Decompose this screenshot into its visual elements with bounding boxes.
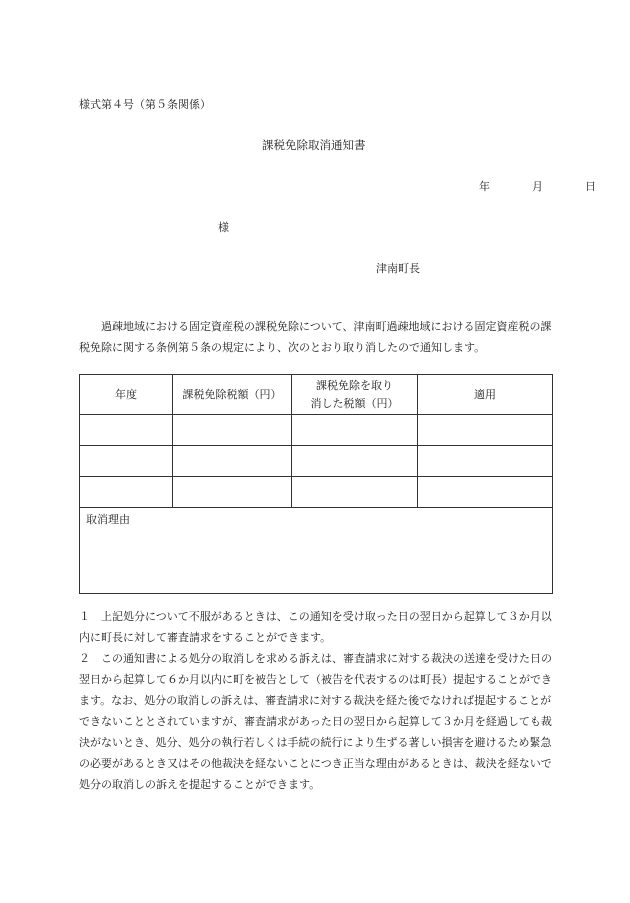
reason-label: 取消理由 (86, 513, 130, 526)
table-cell (292, 415, 418, 446)
table-cell (418, 415, 553, 446)
issuer-name: 津南町長 (376, 262, 420, 275)
notes-section (79, 606, 555, 795)
table-cell (80, 415, 173, 446)
date-line (458, 178, 596, 194)
body-text: 過疎地域における固定資産税の課税免除について、津南町過疎地域における固定資産税の課税免除に関する条例第５条の規定により、次のとおり取り消したので通知します。 (79, 320, 552, 354)
header-cancelled-amount (292, 375, 418, 415)
table-cell (292, 477, 418, 508)
header-cancelled-amount-line1: 課税免除を取り (316, 378, 393, 392)
reason-cell (80, 508, 553, 594)
note-item (79, 648, 555, 795)
header-exempt-amount: 課税免除税額（円） (173, 375, 292, 415)
table-cell (418, 446, 553, 477)
table-cell (173, 477, 292, 508)
table-row (80, 446, 553, 477)
month-label: 月 (532, 180, 543, 193)
reason-row (80, 508, 553, 594)
table-row (80, 415, 553, 446)
day-label: 日 (585, 180, 596, 193)
table-cell (418, 477, 553, 508)
note-number: １ (79, 610, 90, 623)
form-number: 様式第４号（第５条関係） (79, 98, 211, 111)
document-title: 課税免除取消通知書 (262, 138, 366, 152)
amount-table (79, 374, 553, 594)
year-label: 年 (479, 180, 490, 193)
table-cell (173, 415, 292, 446)
table-cell (80, 477, 173, 508)
table-cell (173, 446, 292, 477)
table-cell (292, 446, 418, 477)
body-paragraph (79, 316, 555, 358)
table-row (80, 477, 553, 508)
header-cancelled-amount-line2: 消した税額（円） (310, 396, 399, 410)
table-cell (80, 446, 173, 477)
header-remarks: 適用 (418, 375, 553, 415)
note-text: 上記処分について不服があるときは、この通知を受け取った日の翌日から起算して３か月以内に町長に対して審査請求をすることができます。 (79, 610, 552, 644)
recipient-line: 様 (218, 221, 229, 234)
table-header-row (80, 375, 553, 415)
note-item (79, 606, 555, 648)
note-number: ２ (79, 652, 90, 665)
note-text: この通知書による処分の取消しを求める訴えは、審査請求に対する裁決の送達を受けた日の翌日から起算して６か月以内に町を被告として（被告を代表するのは町長）提起することができます。なお、処分の取消しの訴えは、審査請求に対する裁決を経た後でなければ提起することができないこととされていますが、審査請求があった日の翌日から起算して３か月を経過しても裁決がないとき、処分、処分の執行若しくは手続の続行により生ずる著しい損害を避けるため緊急の必要があるとき又はその他裁決を経ないことにつき正当な理由があるときは、裁決を経ないで処分の取消しの訴えを提起することができます。 (79, 652, 552, 791)
header-fiscal-year: 年度 (80, 375, 173, 415)
